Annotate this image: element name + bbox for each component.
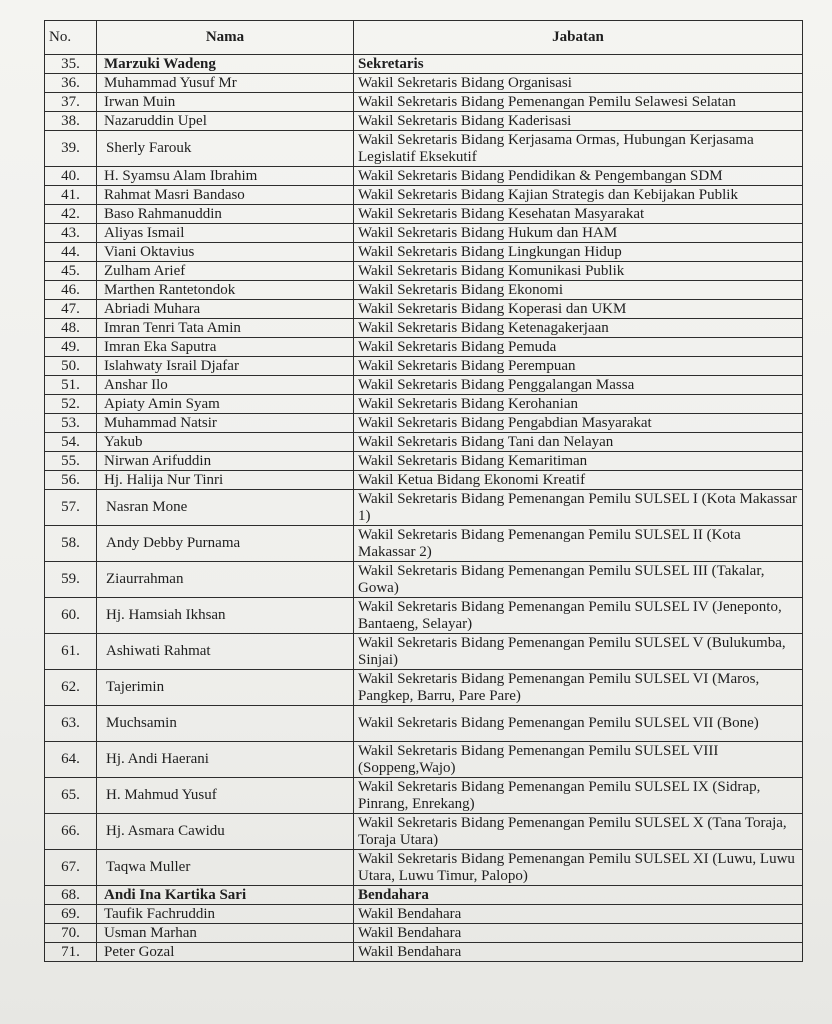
member-name: Ashiwati Rahmat [97, 634, 354, 670]
member-name: Baso Rahmanuddin [97, 205, 354, 224]
member-position: Wakil Sekretaris Bidang Kajian Strategis dan Kebijakan Publik [354, 186, 803, 205]
member-name: Hj. Hamsiah Ikhsan [97, 598, 354, 634]
member-name: Nasran Mone [97, 490, 354, 526]
member-name: Tajerimin [97, 670, 354, 706]
row-number: 61. [45, 634, 97, 670]
member-position: Bendahara [354, 886, 803, 905]
member-position: Wakil Bendahara [354, 905, 803, 924]
row-number: 52. [45, 395, 97, 414]
row-number: 63. [45, 706, 97, 742]
table-row [45, 706, 803, 742]
row-number: 35. [45, 55, 97, 74]
member-position: Wakil Sekretaris Bidang Koperasi dan UKM [354, 300, 803, 319]
member-position: Wakil Sekretaris Bidang Penggalangan Massa [354, 376, 803, 395]
member-name: Hj. Andi Haerani [97, 742, 354, 778]
row-number: 54. [45, 433, 97, 452]
member-name: H. Mahmud Yusuf [97, 778, 354, 814]
row-number: 49. [45, 338, 97, 357]
member-position: Wakil Sekretaris Bidang Pengabdian Masyarakat [354, 414, 803, 433]
member-name: Muhammad Yusuf Mr [97, 74, 354, 93]
row-number: 59. [45, 562, 97, 598]
table-row [45, 131, 803, 167]
table-row [45, 905, 803, 924]
member-name: Aliyas Ismail [97, 224, 354, 243]
table-row [45, 526, 803, 562]
member-position: Wakil Sekretaris Bidang Pemenangan Pemilu SULSEL IX (Sidrap, Pinrang, Enrekang) [354, 778, 803, 814]
member-name: Nirwan Arifuddin [97, 452, 354, 471]
member-name: Muhammad Natsir [97, 414, 354, 433]
row-number: 70. [45, 924, 97, 943]
table-body [45, 55, 803, 962]
table-row [45, 562, 803, 598]
member-name: Hj. Halija Nur Tinri [97, 471, 354, 490]
member-position: Wakil Sekretaris Bidang Pemenangan Pemilu SULSEL IV (Jeneponto, Bantaeng, Selayar) [354, 598, 803, 634]
member-position: Wakil Sekretaris Bidang Komunikasi Publik [354, 262, 803, 281]
table-row [45, 471, 803, 490]
row-number: 50. [45, 357, 97, 376]
member-name: Ziaurrahman [97, 562, 354, 598]
table-row [45, 376, 803, 395]
row-number: 55. [45, 452, 97, 471]
member-position: Wakil Sekretaris Bidang Tani dan Nelayan [354, 433, 803, 452]
member-name: Islahwaty Israil Djafar [97, 357, 354, 376]
table-row [45, 281, 803, 300]
member-position: Wakil Sekretaris Bidang Pemenangan Pemilu SULSEL X (Tana Toraja, Toraja Utara) [354, 814, 803, 850]
row-number: 68. [45, 886, 97, 905]
member-name: Taufik Fachruddin [97, 905, 354, 924]
table-row [45, 924, 803, 943]
member-name: Sherly Farouk [97, 131, 354, 167]
member-name: Andy Debby Purnama [97, 526, 354, 562]
table-row [45, 452, 803, 471]
row-number: 65. [45, 778, 97, 814]
member-position: Wakil Sekretaris Bidang Pemenangan Pemilu SULSEL III (Takalar, Gowa) [354, 562, 803, 598]
row-number: 48. [45, 319, 97, 338]
member-position: Wakil Sekretaris Bidang Perempuan [354, 357, 803, 376]
member-position: Wakil Sekretaris Bidang Ketenagakerjaan [354, 319, 803, 338]
row-number: 71. [45, 943, 97, 962]
table-row [45, 778, 803, 814]
table-row [45, 634, 803, 670]
row-number: 47. [45, 300, 97, 319]
row-number: 60. [45, 598, 97, 634]
member-position: Wakil Sekretaris Bidang Pemenangan Pemilu SULSEL XI (Luwu, Luwu Utara, Luwu Timur, Palopo) [354, 850, 803, 886]
member-name: Viani Oktavius [97, 243, 354, 262]
table-row [45, 814, 803, 850]
table-row [45, 433, 803, 452]
member-position: Wakil Sekretaris Bidang Kerohanian [354, 395, 803, 414]
table-row [45, 205, 803, 224]
row-number: 37. [45, 93, 97, 112]
table-row [45, 886, 803, 905]
table-row [45, 414, 803, 433]
member-name: Peter Gozal [97, 943, 354, 962]
member-position: Wakil Sekretaris Bidang Hukum dan HAM [354, 224, 803, 243]
table-row [45, 850, 803, 886]
member-name: Taqwa Muller [97, 850, 354, 886]
table-row [45, 243, 803, 262]
member-name: Marzuki Wadeng [97, 55, 354, 74]
member-position: Wakil Sekretaris Bidang Kaderisasi [354, 112, 803, 131]
member-name: Imran Tenri Tata Amin [97, 319, 354, 338]
member-name: Rahmat Masri Bandaso [97, 186, 354, 205]
roster-table [44, 20, 803, 962]
table-row [45, 490, 803, 526]
row-number: 67. [45, 850, 97, 886]
row-number: 39. [45, 131, 97, 167]
member-position: Wakil Sekretaris Bidang Ekonomi [354, 281, 803, 300]
table-row [45, 319, 803, 338]
row-number: 56. [45, 471, 97, 490]
member-name: Andi Ina Kartika Sari [97, 886, 354, 905]
header-jabatan: Jabatan [354, 21, 803, 55]
row-number: 62. [45, 670, 97, 706]
member-position: Wakil Sekretaris Bidang Pemenangan Pemilu SULSEL VIII (Soppeng,Wajo) [354, 742, 803, 778]
row-number: 45. [45, 262, 97, 281]
row-number: 43. [45, 224, 97, 243]
table-row [45, 943, 803, 962]
member-name: H. Syamsu Alam Ibrahim [97, 167, 354, 186]
header-no: No. [45, 21, 97, 55]
member-position: Wakil Sekretaris Bidang Pemenangan Pemilu SULSEL II (Kota Makassar 2) [354, 526, 803, 562]
row-number: 46. [45, 281, 97, 300]
member-position: Wakil Sekretaris Bidang Pendidikan & Pengembangan SDM [354, 167, 803, 186]
member-position: Wakil Sekretaris Bidang Kerjasama Ormas, Hubungan Kerjasama Legislatif Eksekutif [354, 131, 803, 167]
row-number: 42. [45, 205, 97, 224]
header-nama: Nama [97, 21, 354, 55]
member-position: Wakil Sekretaris Bidang Pemenangan Pemilu SULSEL I (Kota Makassar 1) [354, 490, 803, 526]
row-number: 58. [45, 526, 97, 562]
member-position: Wakil Sekretaris Bidang Organisasi [354, 74, 803, 93]
member-position: Wakil Sekretaris Bidang Kesehatan Masyarakat [354, 205, 803, 224]
row-number: 44. [45, 243, 97, 262]
member-position: Wakil Ketua Bidang Ekonomi Kreatif [354, 471, 803, 490]
member-name: Imran Eka Saputra [97, 338, 354, 357]
member-position: Wakil Sekretaris Bidang Pemuda [354, 338, 803, 357]
row-number: 38. [45, 112, 97, 131]
table-row [45, 112, 803, 131]
table-row [45, 300, 803, 319]
member-name: Hj. Asmara Cawidu [97, 814, 354, 850]
member-name: Abriadi Muhara [97, 300, 354, 319]
member-name: Anshar Ilo [97, 376, 354, 395]
member-position: Wakil Bendahara [354, 943, 803, 962]
row-number: 53. [45, 414, 97, 433]
member-position: Wakil Sekretaris Bidang Pemenangan Pemilu Selawesi Selatan [354, 93, 803, 112]
member-position: Wakil Bendahara [354, 924, 803, 943]
row-number: 69. [45, 905, 97, 924]
table-row [45, 670, 803, 706]
member-name: Usman Marhan [97, 924, 354, 943]
member-position: Wakil Sekretaris Bidang Pemenangan Pemilu SULSEL V (Bulukumba, Sinjai) [354, 634, 803, 670]
table-header-row [45, 21, 803, 55]
row-number: 66. [45, 814, 97, 850]
table-row [45, 186, 803, 205]
member-position: Sekretaris [354, 55, 803, 74]
member-position: Wakil Sekretaris Bidang Pemenangan Pemilu SULSEL VII (Bone) [354, 706, 803, 742]
member-name: Nazaruddin Upel [97, 112, 354, 131]
table-row [45, 262, 803, 281]
table-row [45, 598, 803, 634]
row-number: 64. [45, 742, 97, 778]
member-name: Zulham Arief [97, 262, 354, 281]
member-name: Irwan Muin [97, 93, 354, 112]
table-row [45, 742, 803, 778]
table-row [45, 395, 803, 414]
member-position: Wakil Sekretaris Bidang Pemenangan Pemilu SULSEL VI (Maros, Pangkep, Barru, Pare Pare) [354, 670, 803, 706]
row-number: 40. [45, 167, 97, 186]
row-number: 41. [45, 186, 97, 205]
member-name: Apiaty Amin Syam [97, 395, 354, 414]
member-name: Muchsamin [97, 706, 354, 742]
table-row [45, 55, 803, 74]
table-row [45, 167, 803, 186]
row-number: 51. [45, 376, 97, 395]
table-row [45, 224, 803, 243]
table-row [45, 357, 803, 376]
row-number: 36. [45, 74, 97, 93]
table-row [45, 338, 803, 357]
row-number: 57. [45, 490, 97, 526]
member-position: Wakil Sekretaris Bidang Kemaritiman [354, 452, 803, 471]
member-position: Wakil Sekretaris Bidang Lingkungan Hidup [354, 243, 803, 262]
member-name: Marthen Rantetondok [97, 281, 354, 300]
table-row [45, 74, 803, 93]
member-name: Yakub [97, 433, 354, 452]
table-row [45, 93, 803, 112]
